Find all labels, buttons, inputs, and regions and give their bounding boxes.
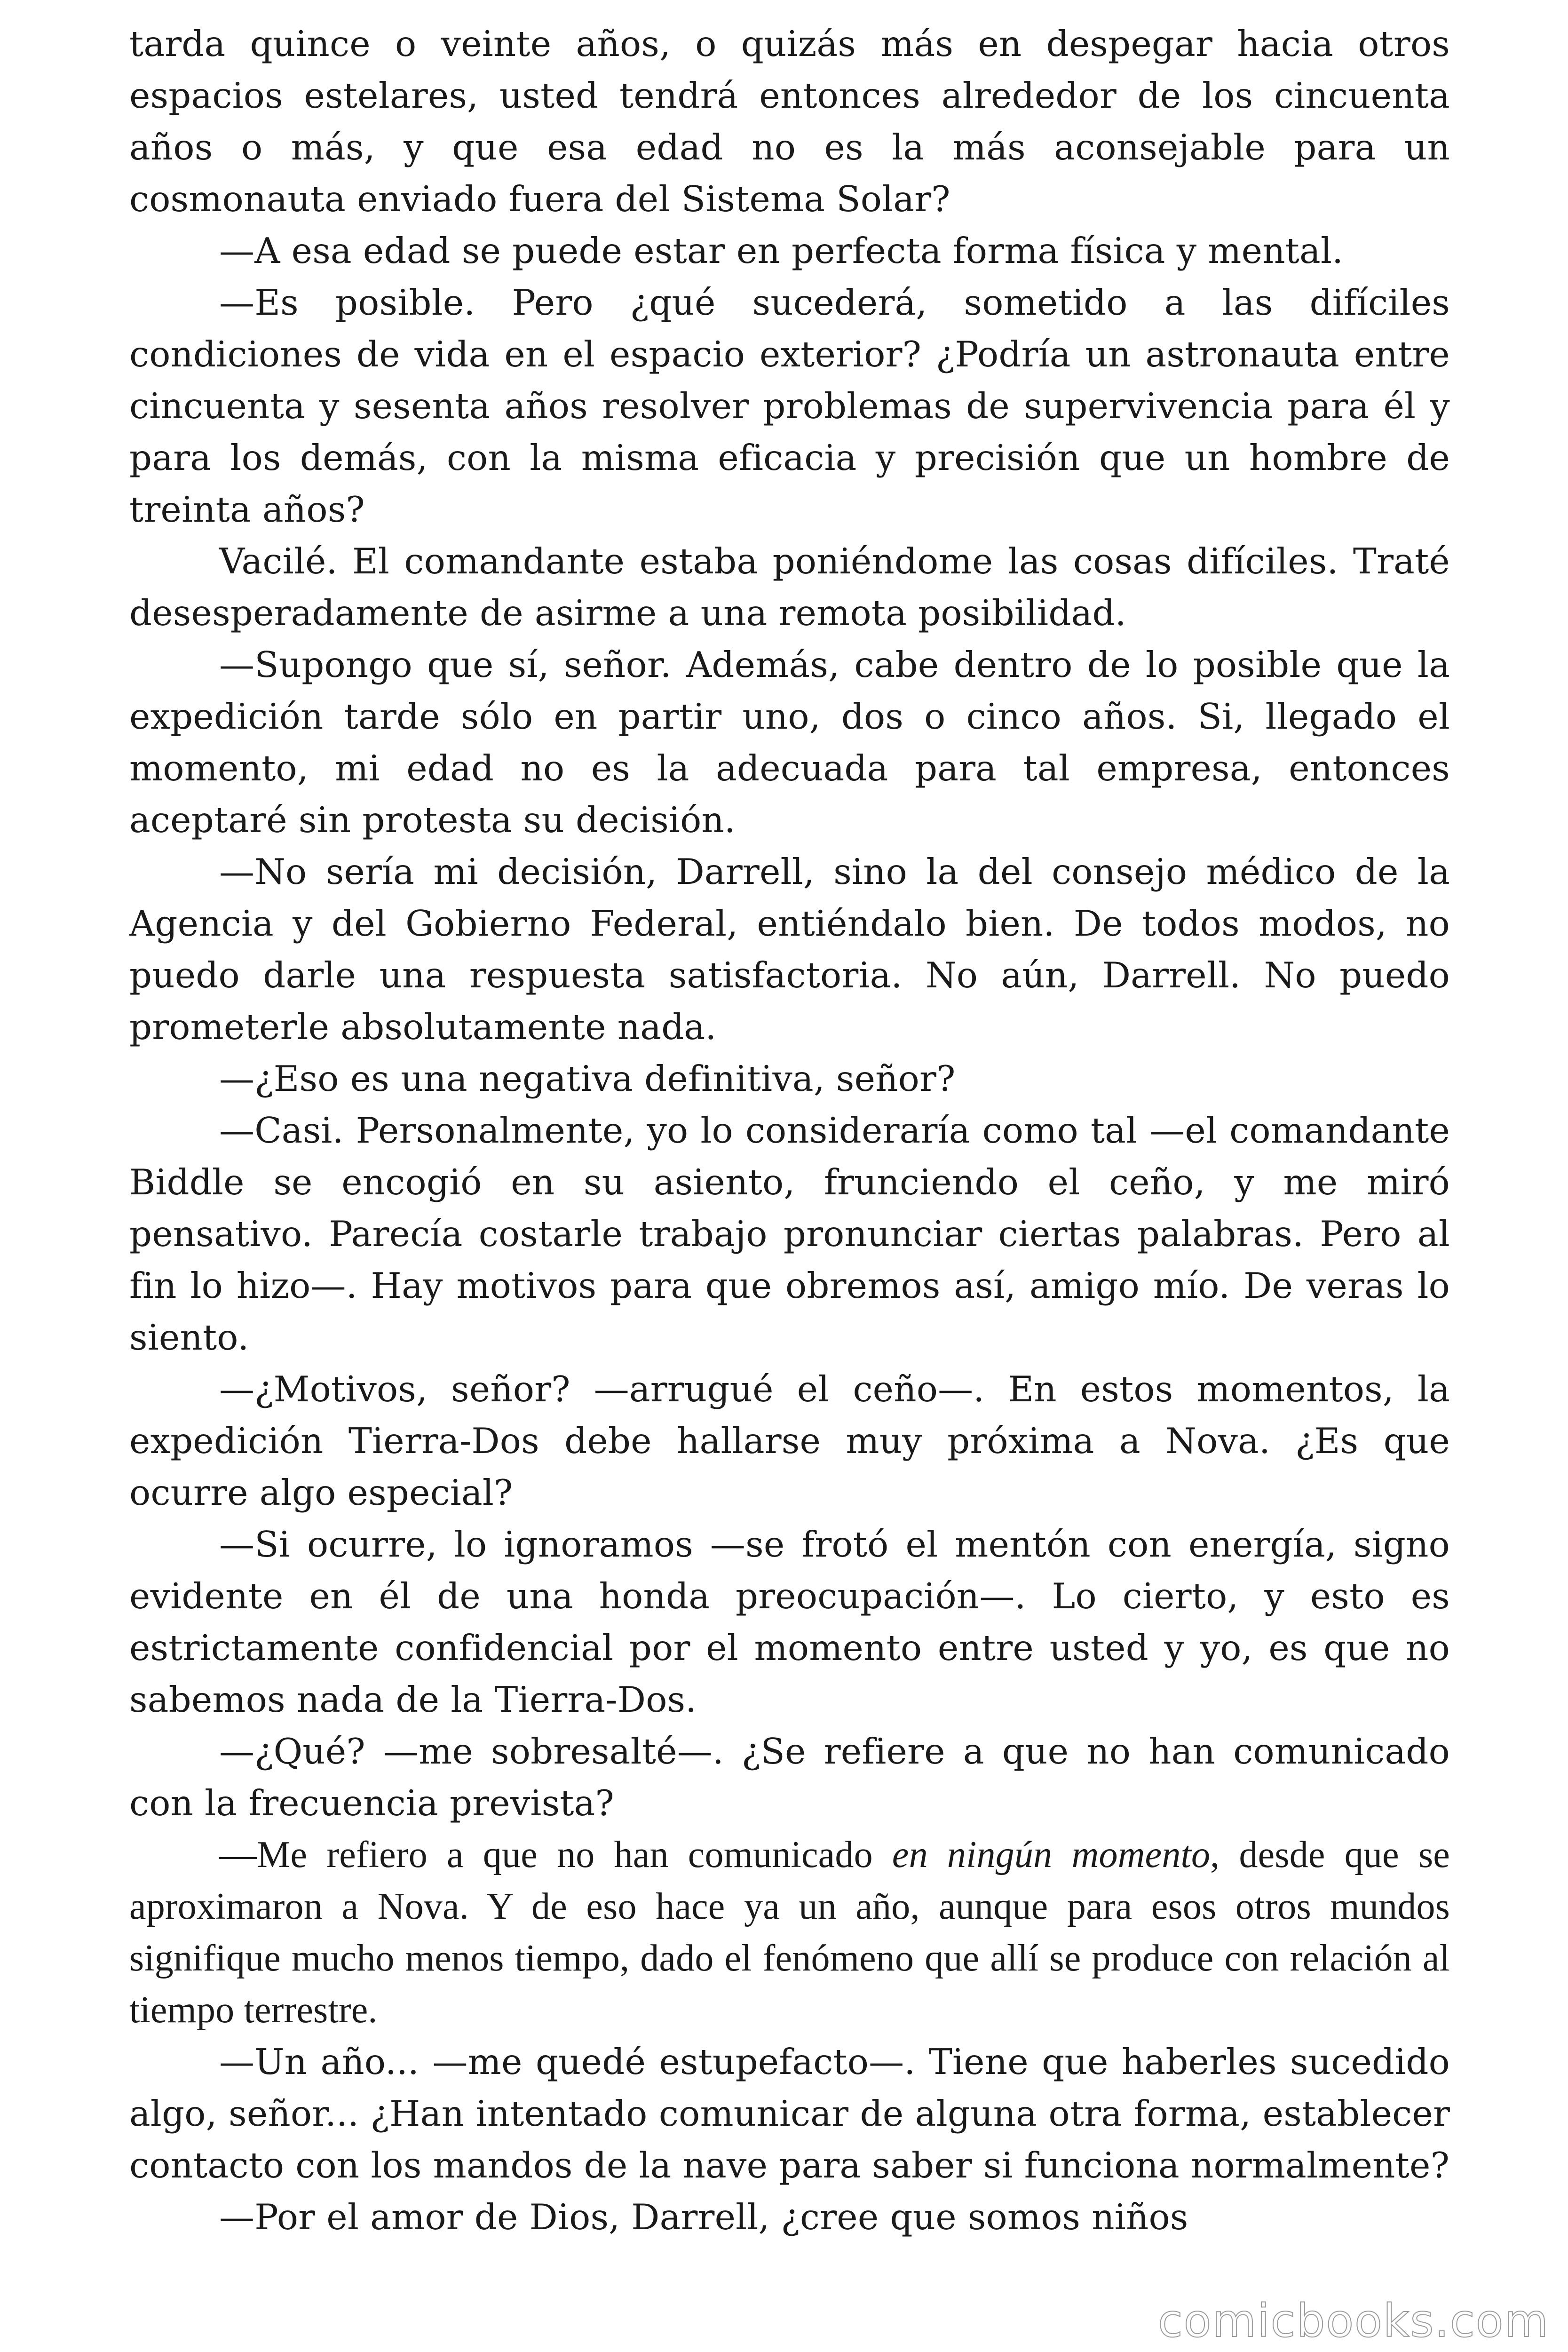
paragraph: —Casi. Personalmente, yo lo consideraría como tal —el comandante Biddle se encogió en su asiento, frunciendo el ceño, y me miró pensativo. Parecía costarle trabajo pronunciar ciertas palabras. Pero al fin lo hizo—. Hay motivos para que obremos así, amigo mío. De veras lo siento. (129, 1110, 1450, 1358)
paragraph: —¿Eso es una negativa definitiva, señor? (219, 1058, 956, 1099)
paragraph: —Si ocurre, lo ignoramos —se frotó el mentón con energía, signo evidente en él de una honda preocupación—. Lo cierto, y esto es estrictamente confidencial por el momento entre usted y yo, es que no sabemos nada de la Tierra-Dos. (129, 1524, 1450, 1720)
paragraph: —No sería mi decisión, Darrell, sino la del consejo médico de la Agencia y del Gobierno Federal, entiéndalo bien. De todos modos, no puedo darle una respuesta satisfactoria. No aún, Darrell. No puedo prometerle absolutamente nada. (129, 851, 1450, 1048)
paragraph-text: —Me refiero a que no han comunicado (219, 1834, 892, 1875)
watermark: comicbooks.com (1157, 2295, 1549, 2347)
paragraph: —¿Motivos, señor? —arrugué el ceño—. En estos momentos, la expedición Tierra-Dos debe hallarse muy próxima a Nova. ¿Es que ocurre algo especial? (129, 1368, 1450, 1513)
body-text (129, 18, 1450, 2243)
paragraph: —Por el amor de Dios, Darrell, ¿cree que somos niños (219, 2196, 1188, 2238)
paragraph-text: , desde que se aproximaron a Nova. Y de eso hace ya un año, aunque para esos otros mundos signifique mucho menos tiempo, dado el fenómeno que allí se produce con relación al tiempo terrestre. (129, 1834, 1450, 2031)
paragraph: —Un año... —me quedé estupefacto—. Tiene que haberles sucedido algo, señor... ¿Han intentado comunicar de alguna otra forma, establecer contacto con los mandos de la nave para saber si funciona normalmente? (129, 2041, 1450, 2186)
paragraph: —Es posible. Pero ¿qué sucederá, sometido a las difíciles condiciones de vida en el espacio exterior? ¿Podría un astronauta entre cincuenta y sesenta años resolver problemas de supervivencia para él y para los demás, con la misma eficacia y precisión que un hombre de treinta años? (129, 282, 1450, 530)
paragraph: —¿Qué? —me sobresalté—. ¿Se refiere a que no han comunicado con la frecuencia prevista? (129, 1731, 1450, 1824)
paragraph: —Supongo que sí, señor. Además, cabe dentro de lo posible que la expedición tarde sólo en partir uno, dos o cinco años. Si, llegado el momento, mi edad no es la adecuada para tal empresa, entonces aceptaré sin protesta su decisión. (129, 644, 1450, 841)
paragraph (129, 1829, 1450, 2036)
paragraph: —A esa edad se puede estar en perfecta forma física y mental. (219, 230, 1344, 271)
paragraph: tarda quince o veinte años, o quizás más en despegar hacia otros espacios estelares, usted tendrá entonces alrededor de los cincuenta años o más, y que esa edad no es la más aconsejable para un cosmonauta enviado fuera del Sistema Solar? (129, 23, 1450, 220)
paragraph: Vacilé. El comandante estaba poniéndome las cosas difíciles. Traté desesperadamente de asirme a una remota posibilidad. (129, 540, 1450, 634)
emphasis-text: en ningún momento (892, 1834, 1211, 1875)
